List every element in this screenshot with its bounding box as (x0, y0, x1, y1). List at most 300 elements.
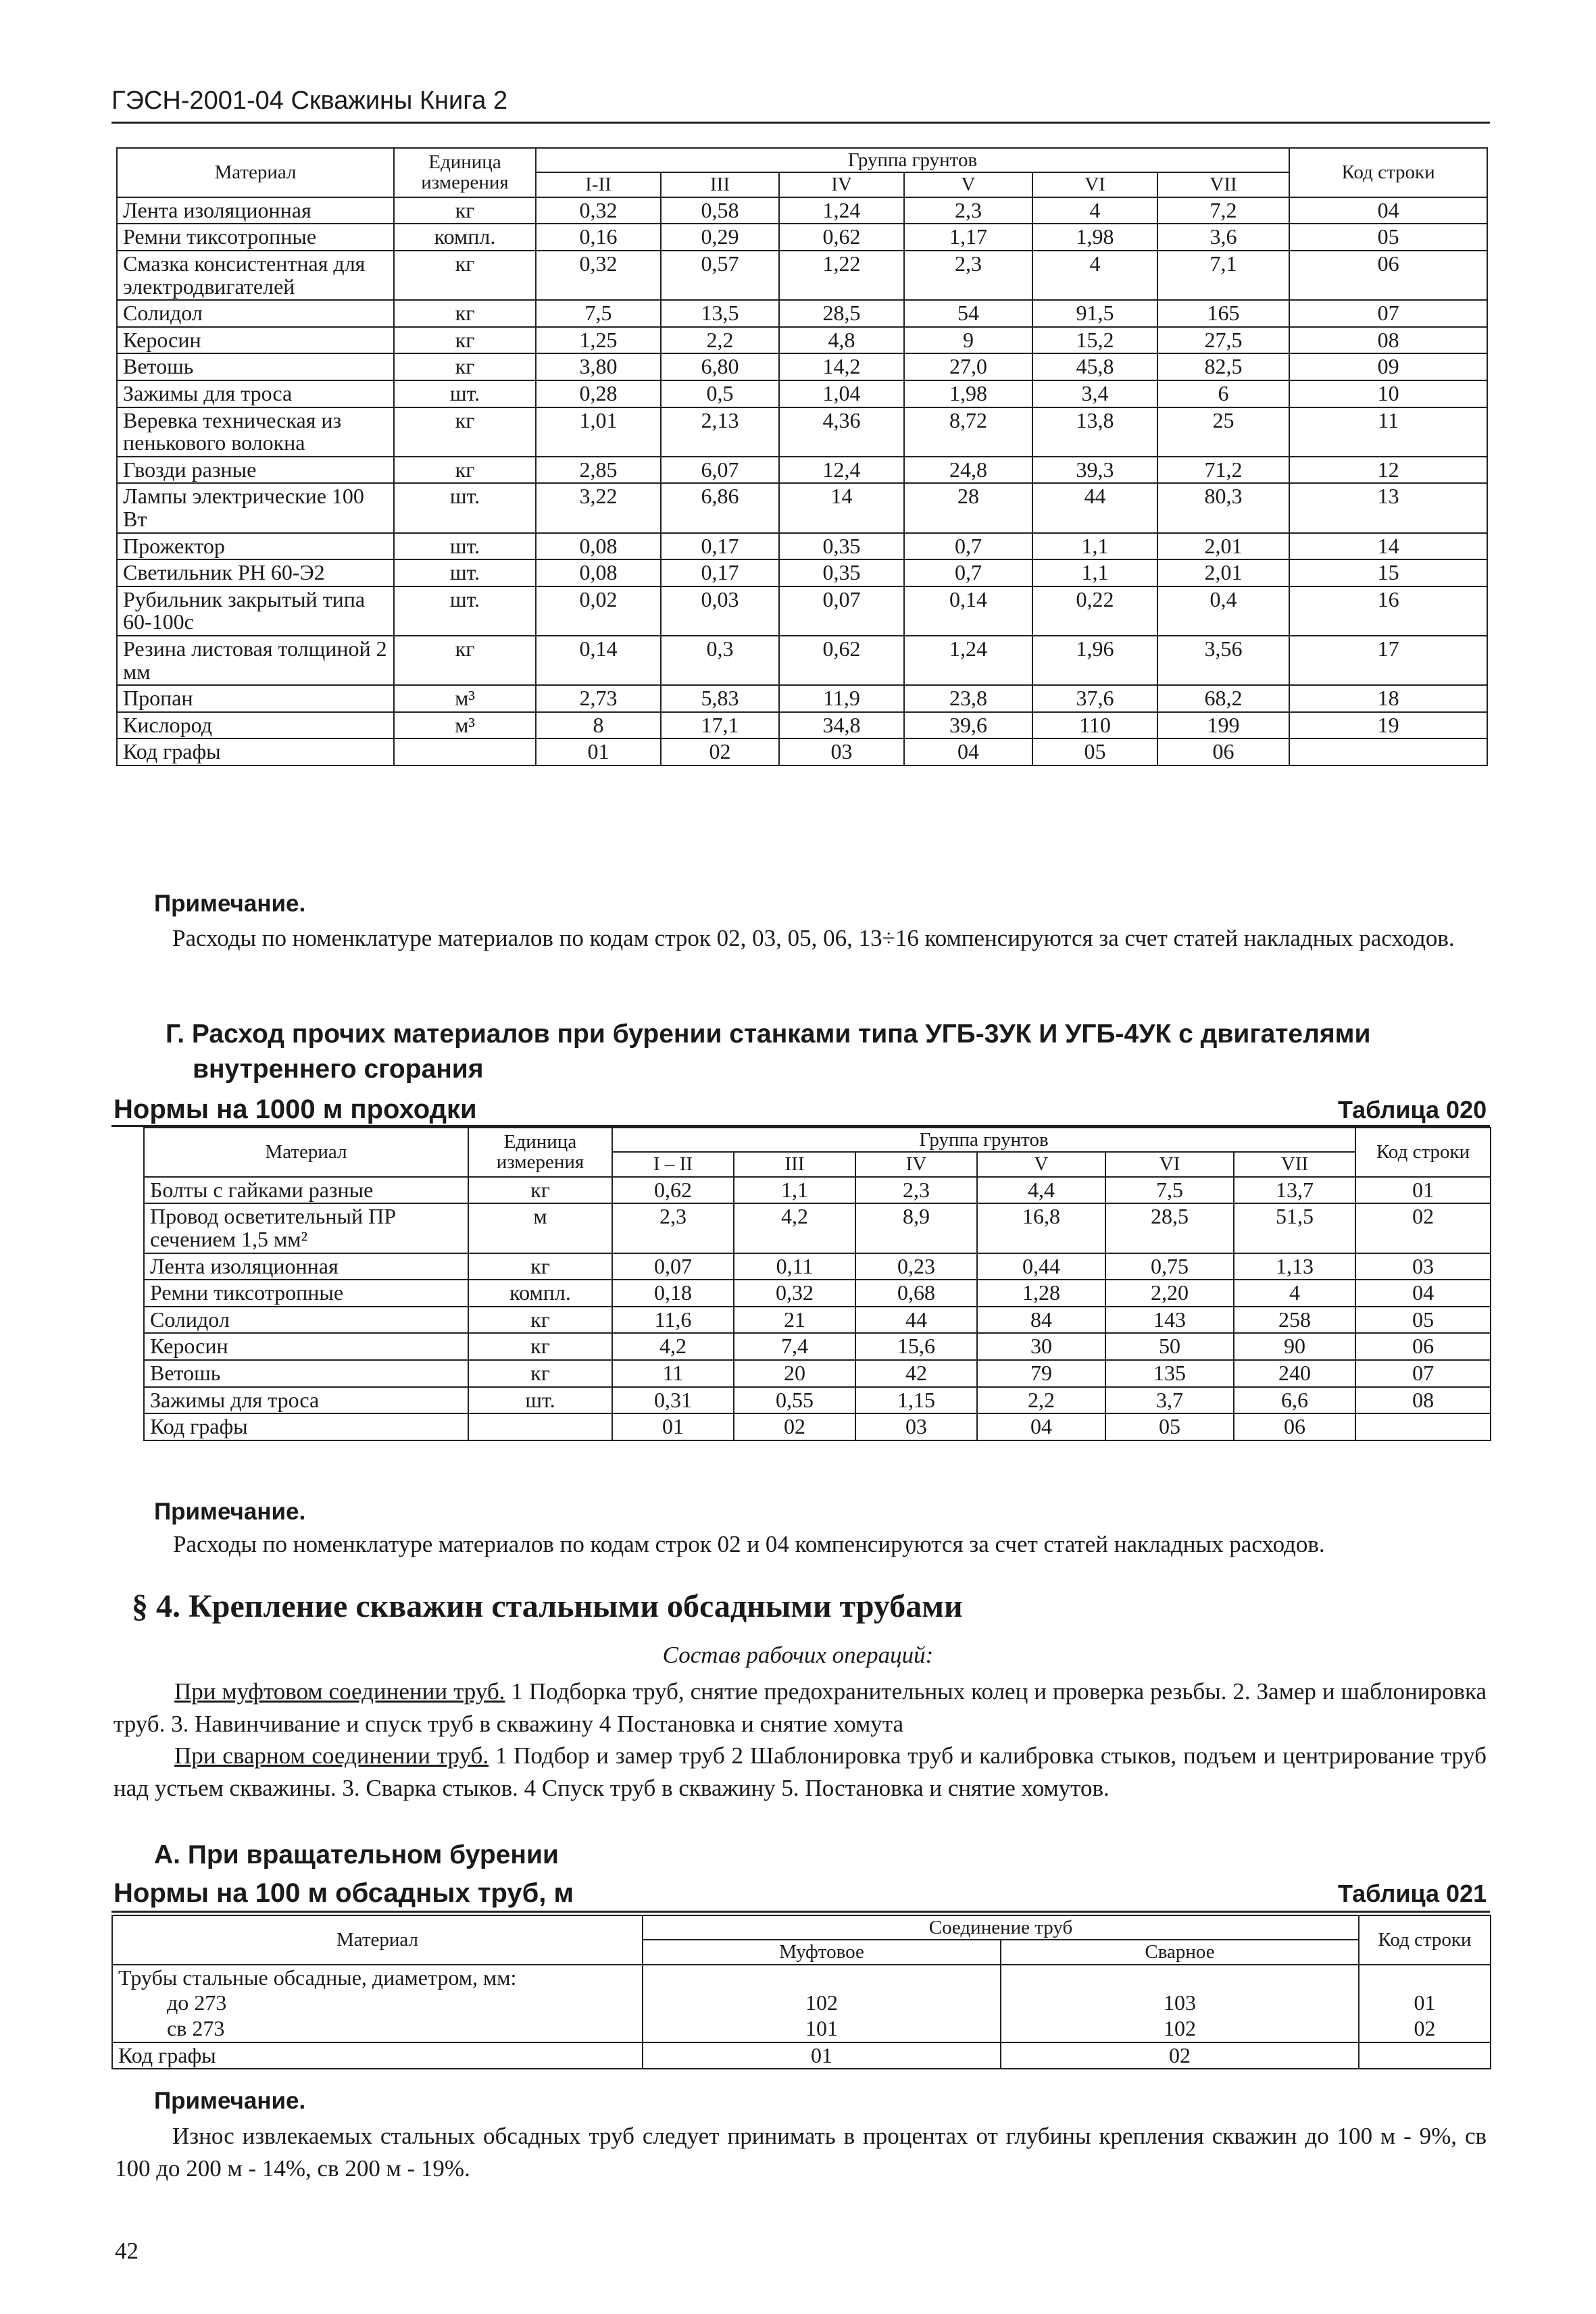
row-value: 80,3 (1157, 483, 1289, 532)
table-row (117, 586, 1487, 636)
row-value: 0,35 (779, 533, 904, 560)
t2-group-col: I – II (612, 1152, 734, 1176)
row-value: 4,4 (977, 1177, 1105, 1204)
table-row (117, 327, 1487, 354)
footer-label: Код графы (117, 738, 394, 765)
row-value: 4,8 (779, 327, 904, 354)
row-unit: кг (394, 353, 536, 380)
row-value: 4,2 (612, 1333, 734, 1360)
footer-empty (1355, 1413, 1491, 1440)
row-material: Солидол (117, 300, 394, 327)
row-code: 03 (1355, 1253, 1491, 1280)
row-value: 16,8 (977, 1203, 1105, 1253)
section-a-title: А. При вращательном бурении (154, 1840, 559, 1869)
row-value: 2,2 (977, 1387, 1105, 1414)
row-value: 28,5 (779, 300, 904, 327)
table-row (144, 1360, 1491, 1387)
row-value: 2,3 (904, 197, 1032, 224)
table-row (117, 457, 1487, 484)
t3-row-code: 02 (1359, 2016, 1491, 2042)
row-value: 27,0 (904, 353, 1032, 380)
table-row (144, 1280, 1491, 1307)
row-value: 15,2 (1032, 327, 1157, 354)
row-value: 11,6 (612, 1307, 734, 1334)
row-value: 8,9 (855, 1203, 977, 1253)
t1-group-col: I-II (536, 172, 661, 197)
row-value: 0,55 (734, 1387, 855, 1414)
t3-row-code: 01 (1359, 1990, 1491, 2016)
table-footer-row (144, 1413, 1491, 1440)
t3-footer-code: 02 (1001, 2042, 1359, 2069)
t3-footer-label: Код графы (112, 2042, 643, 2069)
row-value: 13,7 (1234, 1177, 1355, 1204)
row-value: 3,6 (1157, 224, 1289, 251)
t2-group-col: VI (1105, 1152, 1234, 1176)
row-value: 1,98 (1032, 224, 1157, 251)
row-value: 3,4 (1032, 380, 1157, 407)
t2-head-group: Группа грунтов (612, 1128, 1355, 1152)
table-row (117, 407, 1487, 457)
table-row (117, 559, 1487, 586)
table-row (117, 251, 1487, 300)
row-unit: кг (394, 327, 536, 354)
row-value: 2,01 (1157, 533, 1289, 560)
row-value: 7,4 (734, 1333, 855, 1360)
footer-code: 02 (734, 1413, 855, 1440)
section-g-norms: Нормы на 1000 м проходки (114, 1095, 477, 1124)
row-value: 9 (904, 327, 1032, 354)
t1-group-col: IV (779, 172, 904, 197)
t3-row-material: св 273 (112, 2016, 643, 2042)
row-value: 7,2 (1157, 197, 1289, 224)
t3-footer-code: 01 (643, 2042, 1001, 2069)
row-material: Светильник РН 60-Э2 (117, 559, 394, 586)
row-material: Веревка техническая из пенькового волокна (117, 407, 394, 457)
t3-row-coupling: 101 (643, 2016, 1001, 2042)
row-code: 09 (1289, 353, 1487, 380)
footer-label: Код графы (144, 1413, 468, 1440)
row-material: Смазка консистентная для электродвигателей (117, 251, 394, 300)
note-3-heading: Примечание. (154, 2088, 306, 2114)
row-unit: шт. (394, 380, 536, 407)
note-3-text: Износ извлекаемых стальных обсадных труб следует принимать в процентах от глубины крепления скважин до 100 м - 9%, св 100 до 200 м - 14%, св 200 м - 19%. (115, 2123, 1487, 2182)
row-code: 12 (1289, 457, 1487, 484)
row-code: 05 (1355, 1307, 1491, 1334)
casing-pipes-table (111, 1915, 1491, 2069)
row-value: 0,44 (977, 1253, 1105, 1280)
row-value: 39,6 (904, 712, 1032, 739)
row-value: 0,35 (779, 559, 904, 586)
row-value: 17,1 (661, 712, 779, 739)
row-value: 110 (1032, 712, 1157, 739)
t2-group-col: V (977, 1152, 1105, 1176)
row-value: 39,3 (1032, 457, 1157, 484)
page-header-title: ГЭСН-2001-04 Скважины Книга 2 (111, 86, 508, 115)
page-number: 42 (115, 2238, 139, 2264)
row-code: 05 (1289, 224, 1487, 251)
row-value: 2,73 (536, 685, 661, 712)
t2-group-col: VII (1234, 1152, 1355, 1176)
footer-code: 03 (855, 1413, 977, 1440)
row-value: 0,18 (612, 1280, 734, 1307)
row-value: 20 (734, 1360, 855, 1387)
row-value: 2,85 (536, 457, 661, 484)
row-value: 0,75 (1105, 1253, 1234, 1280)
note-2-heading: Примечание. (154, 1499, 306, 1525)
row-value: 0,4 (1157, 586, 1289, 636)
row-material: Керосин (144, 1333, 468, 1360)
row-value: 34,8 (779, 712, 904, 739)
row-value: 25 (1157, 407, 1289, 457)
t1-head-code: Код строки (1289, 148, 1487, 197)
row-value: 0,58 (661, 197, 779, 224)
footer-empty (1289, 738, 1487, 765)
row-value: 1,17 (904, 224, 1032, 251)
row-value: 2,3 (612, 1203, 734, 1253)
row-value: 6,6 (1234, 1387, 1355, 1414)
row-value: 0,08 (536, 559, 661, 586)
section-4-paragraph-1 (114, 1676, 1487, 1740)
row-unit: м³ (394, 712, 536, 739)
t1-head-unit: Единица измерения (394, 148, 536, 197)
row-value: 6,07 (661, 457, 779, 484)
row-value: 2,3 (855, 1177, 977, 1204)
row-unit: кг (468, 1360, 612, 1387)
row-material: Резина листовая толщиной 2 мм (117, 636, 394, 685)
row-value: 23,8 (904, 685, 1032, 712)
section-g-title: Г. Расход прочих материалов при бурении станками типа УГБ-3УК И УГБ-4УК с двигателями внутреннего сгорания (166, 1020, 1371, 1084)
table-row (144, 1203, 1491, 1253)
header-divider (111, 122, 1490, 124)
footer-empty (468, 1413, 612, 1440)
row-value: 0,22 (1032, 586, 1157, 636)
footer-code: 04 (904, 738, 1032, 765)
row-value: 13,8 (1032, 407, 1157, 457)
row-material: Ремни тиксотропные (144, 1280, 468, 1307)
table-row (117, 300, 1487, 327)
section-4-paragraph-2 (114, 1740, 1487, 1805)
row-value: 0,7 (904, 533, 1032, 560)
section-4-title: § 4. Крепление скважин стальными обсадными трубами (132, 1588, 963, 1624)
t1-head-material: Материал (117, 148, 394, 197)
row-value: 135 (1105, 1360, 1234, 1387)
row-value: 11,9 (779, 685, 904, 712)
table-row (144, 1333, 1491, 1360)
table-row (117, 712, 1487, 739)
table-row (144, 1253, 1491, 1280)
row-code: 07 (1355, 1360, 1491, 1387)
row-unit: кг (468, 1177, 612, 1204)
row-value: 165 (1157, 300, 1289, 327)
row-value: 0,11 (734, 1253, 855, 1280)
row-unit: кг (394, 251, 536, 300)
t1-group-col: VII (1157, 172, 1289, 197)
row-value: 28,5 (1105, 1203, 1234, 1253)
table-footer-row (117, 738, 1487, 765)
section-4-p1-lead: При муфтовом соединении труб. (174, 1678, 505, 1705)
row-value: 6 (1157, 380, 1289, 407)
footer-empty (394, 738, 536, 765)
materials-table-2 (143, 1127, 1491, 1441)
row-unit: кг (468, 1333, 612, 1360)
t2-group-col: III (734, 1152, 855, 1176)
row-code: 02 (1355, 1203, 1491, 1253)
footer-code: 05 (1032, 738, 1157, 765)
row-value: 3,7 (1105, 1387, 1234, 1414)
row-value: 24,8 (904, 457, 1032, 484)
row-unit: кг (394, 636, 536, 685)
section-4-composition: Состав рабочих операций: (662, 1642, 934, 1668)
row-value: 0,23 (855, 1253, 977, 1280)
row-value: 1,13 (1234, 1253, 1355, 1280)
row-value: 4 (1032, 251, 1157, 300)
row-value: 2,13 (661, 407, 779, 457)
table-row (117, 224, 1487, 251)
row-value: 1,15 (855, 1387, 977, 1414)
row-material: Ветошь (144, 1360, 468, 1387)
row-value: 258 (1234, 1307, 1355, 1334)
row-code: 16 (1289, 586, 1487, 636)
row-value: 0,62 (612, 1177, 734, 1204)
row-code: 07 (1289, 300, 1487, 327)
row-value: 0,16 (536, 224, 661, 251)
row-unit: кг (394, 457, 536, 484)
t2-head-unit: Единица измерения (468, 1128, 612, 1177)
row-code: 10 (1289, 380, 1487, 407)
row-value: 5,83 (661, 685, 779, 712)
row-unit: кг (394, 300, 536, 327)
row-value: 0,32 (536, 251, 661, 300)
materials-table-1 (116, 147, 1488, 766)
footer-code: 04 (977, 1413, 1105, 1440)
row-value: 68,2 (1157, 685, 1289, 712)
row-value: 0,07 (779, 586, 904, 636)
row-unit: кг (468, 1307, 612, 1334)
row-value: 90 (1234, 1333, 1355, 1360)
footer-code: 06 (1234, 1413, 1355, 1440)
t1-head-group: Группа грунтов (536, 148, 1289, 172)
row-value: 0,02 (536, 586, 661, 636)
row-value: 1,04 (779, 380, 904, 407)
row-value: 15,6 (855, 1333, 977, 1360)
row-value: 0,14 (536, 636, 661, 685)
row-code: 06 (1355, 1333, 1491, 1360)
footer-code: 01 (536, 738, 661, 765)
row-value: 0,03 (661, 586, 779, 636)
footer-code: 06 (1157, 738, 1289, 765)
row-value: 1,01 (536, 407, 661, 457)
row-value: 13,5 (661, 300, 779, 327)
row-value: 3,80 (536, 353, 661, 380)
row-value: 82,5 (1157, 353, 1289, 380)
row-material: Прожектор (117, 533, 394, 560)
row-value: 1,1 (1032, 533, 1157, 560)
row-value: 21 (734, 1307, 855, 1334)
row-value: 0,32 (536, 197, 661, 224)
row-code: 06 (1289, 251, 1487, 300)
row-code: 15 (1289, 559, 1487, 586)
row-value: 0,17 (661, 533, 779, 560)
row-value: 1,1 (734, 1177, 855, 1204)
row-value: 0,7 (904, 559, 1032, 586)
row-value: 54 (904, 300, 1032, 327)
row-code: 14 (1289, 533, 1487, 560)
row-value: 0,08 (536, 533, 661, 560)
row-value: 1,22 (779, 251, 904, 300)
row-unit: компл. (394, 224, 536, 251)
row-value: 0,57 (661, 251, 779, 300)
row-material: Пропан (117, 685, 394, 712)
row-value: 91,5 (1032, 300, 1157, 327)
row-value: 2,2 (661, 327, 779, 354)
row-value: 0,31 (612, 1387, 734, 1414)
t3-sub-coupling: Муфтовое (643, 1940, 1001, 1964)
section-g-table-number: Таблица 020 (1338, 1096, 1487, 1124)
note-2-text: Расходы по номенклатуре материалов по кодам строк 02 и 04 компенсируются за счет статей накладных расходов. (173, 1531, 1325, 1557)
row-value: 0,62 (779, 224, 904, 251)
row-value: 44 (855, 1307, 977, 1334)
t3-head-joint: Соединение труб (643, 1915, 1359, 1940)
t1-group-col: III (661, 172, 779, 197)
section-a-table-number: Таблица 021 (1338, 1880, 1487, 1907)
section-4-p2-lead: При сварном соединении труб. (174, 1742, 489, 1769)
row-value: 79 (977, 1360, 1105, 1387)
row-value: 0,14 (904, 586, 1032, 636)
row-material: Гвозди разные (117, 457, 394, 484)
row-value: 2,01 (1157, 559, 1289, 586)
row-value: 1,1 (1032, 559, 1157, 586)
t3-row-welded: 103 (1001, 1990, 1359, 2016)
row-value: 2,20 (1105, 1280, 1234, 1307)
row-unit: кг (394, 407, 536, 457)
row-unit: м³ (394, 685, 536, 712)
row-value: 37,6 (1032, 685, 1157, 712)
note-1-text: Расходы по номенклатуре материалов по кодам строк 02, 03, 05, 06, 13÷16 компенсируются за счет статей накладных расходов. (172, 925, 1455, 951)
row-code: 18 (1289, 685, 1487, 712)
row-material: Лампы электрические 100 Вт (117, 483, 394, 532)
row-value: 1,24 (904, 636, 1032, 685)
section-4-p1-text: 1 Подборка труб, снятие предохранительных колец и проверка резьбы. 2. Замер и шаблонировка труб. 3. Навинчивание и спуск труб в скважину 4 Постановка и снятие хомута (114, 1678, 1487, 1737)
row-value: 4,36 (779, 407, 904, 457)
row-value: 8,72 (904, 407, 1032, 457)
row-material: Лента изоляционная (117, 197, 394, 224)
row-value: 27,5 (1157, 327, 1289, 354)
t2-head-material: Материал (144, 1128, 468, 1177)
table-row (117, 685, 1487, 712)
row-value: 0,17 (661, 559, 779, 586)
row-value: 0,68 (855, 1280, 977, 1307)
row-value: 4 (1032, 197, 1157, 224)
row-value: 3,22 (536, 483, 661, 532)
row-value: 4 (1234, 1280, 1355, 1307)
row-value: 7,5 (1105, 1177, 1234, 1204)
row-material: Рубильник закрытый типа 60-100с (117, 586, 394, 636)
footer-code: 05 (1105, 1413, 1234, 1440)
t2-head-code: Код строки (1355, 1128, 1491, 1177)
row-value: 0,32 (734, 1280, 855, 1307)
row-unit: шт. (394, 586, 536, 636)
section-a-norms: Нормы на 100 м обсадных труб, м (114, 1878, 574, 1908)
row-value: 28 (904, 483, 1032, 532)
row-value: 1,25 (536, 327, 661, 354)
table-row (117, 533, 1487, 560)
row-unit: шт. (394, 533, 536, 560)
row-value: 0,62 (779, 636, 904, 685)
row-value: 71,2 (1157, 457, 1289, 484)
row-code: 11 (1289, 407, 1487, 457)
note-1-heading: Примечание. (154, 890, 306, 917)
footer-code: 03 (779, 738, 904, 765)
row-material: Ветошь (117, 353, 394, 380)
row-value: 2,3 (904, 251, 1032, 300)
row-value: 0,5 (661, 380, 779, 407)
row-material: Лента изоляционная (144, 1253, 468, 1280)
t2-group-col: IV (855, 1152, 977, 1176)
t3-head-material: Материал (112, 1915, 643, 1965)
row-unit: кг (468, 1253, 612, 1280)
row-value: 1,96 (1032, 636, 1157, 685)
row-material: Солидол (144, 1307, 468, 1334)
table-row (117, 353, 1487, 380)
row-code: 01 (1355, 1177, 1491, 1204)
t3-row-welded: 102 (1001, 2016, 1359, 2042)
row-value: 0,3 (661, 636, 779, 685)
table-row (117, 636, 1487, 685)
row-unit: шт. (394, 559, 536, 586)
row-code: 19 (1289, 712, 1487, 739)
row-value: 0,07 (612, 1253, 734, 1280)
row-code: 04 (1355, 1280, 1491, 1307)
row-value: 8 (536, 712, 661, 739)
row-code: 08 (1355, 1387, 1491, 1414)
row-value: 0,29 (661, 224, 779, 251)
row-unit: кг (394, 197, 536, 224)
row-value: 1,24 (779, 197, 904, 224)
row-value: 42 (855, 1360, 977, 1387)
footer-code: 01 (612, 1413, 734, 1440)
row-code: 08 (1289, 327, 1487, 354)
footer-code: 02 (661, 738, 779, 765)
table-row (117, 197, 1487, 224)
t3-sub-welded: Сварное (1001, 1940, 1359, 1964)
row-value: 84 (977, 1307, 1105, 1334)
row-unit: компл. (468, 1280, 612, 1307)
row-unit: м (468, 1203, 612, 1253)
row-value: 14 (779, 483, 904, 532)
row-value: 51,5 (1234, 1203, 1355, 1253)
t1-group-col: VI (1032, 172, 1157, 197)
row-value: 45,8 (1032, 353, 1157, 380)
row-value: 1,98 (904, 380, 1032, 407)
row-material: Ремни тиксотропные (117, 224, 394, 251)
table-row (144, 1307, 1491, 1334)
table-row (117, 483, 1487, 532)
table-row (144, 1387, 1491, 1414)
t3-row-material: до 273 (112, 1990, 643, 2016)
row-value: 4,2 (734, 1203, 855, 1253)
row-value: 7,5 (536, 300, 661, 327)
row-value: 30 (977, 1333, 1105, 1360)
row-value: 44 (1032, 483, 1157, 532)
row-value: 6,86 (661, 483, 779, 532)
table-row (144, 1177, 1491, 1204)
row-unit: шт. (468, 1387, 612, 1414)
row-value: 3,56 (1157, 636, 1289, 685)
row-value: 143 (1105, 1307, 1234, 1334)
row-material: Керосин (117, 327, 394, 354)
t3-row-coupling: 102 (643, 1990, 1001, 2016)
row-material: Зажимы для троса (117, 380, 394, 407)
